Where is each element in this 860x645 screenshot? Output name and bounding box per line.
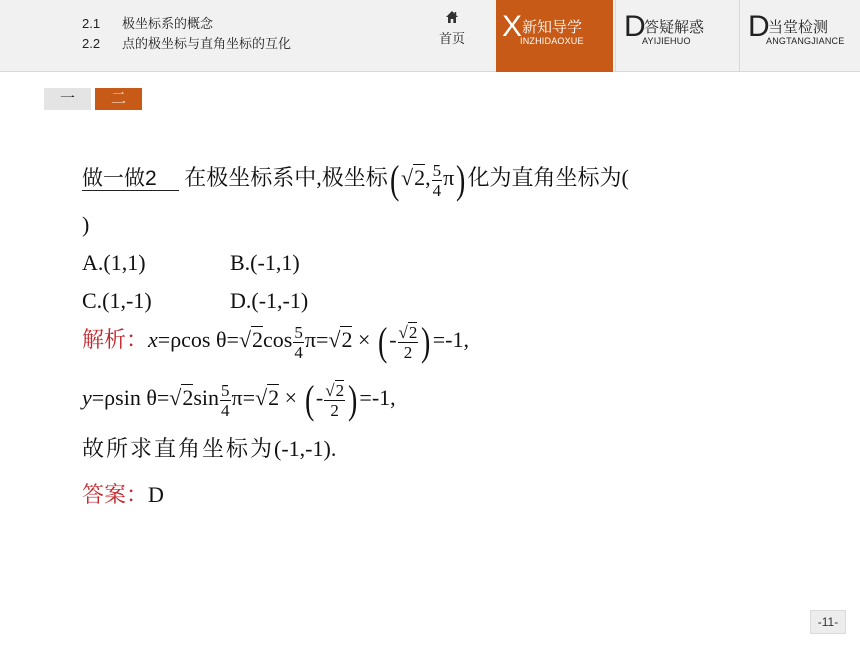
fraction: $\frac{5}{4}$ [432, 160, 442, 200]
solution-line-1: 解析：x=ρcos θ=√2cos $\frac{5}{4}$ π=√2 × (- $\frac{√2}{2}$ )=-1, [82, 319, 469, 364]
tab-divider [615, 0, 616, 72]
right-paren: ) [348, 377, 358, 422]
page-number: -11- [810, 610, 846, 634]
right-paren: ) [456, 157, 466, 202]
option-a: A.(1,1) [82, 250, 146, 275]
sqrt-expr: √2 [238, 327, 264, 353]
sqrt-expr: √2 [398, 322, 418, 342]
tab-pinyin: INZHIDAOXUE [520, 36, 584, 46]
tab-class-test[interactable] [742, 0, 860, 72]
breadcrumb [82, 14, 291, 54]
left-paren: ( [377, 319, 388, 364]
section-tab-one[interactable]: 一 [44, 88, 91, 110]
tab-new-knowledge[interactable] [496, 0, 613, 72]
fraction: $\frac{√2}{2}$ [398, 322, 418, 362]
sqrt-expr: √2 [401, 165, 426, 191]
right-paren: ) [421, 319, 431, 364]
question-close: ) [82, 212, 90, 237]
options-row-2 [82, 288, 308, 314]
solution-label: 解析： [82, 327, 149, 353]
option-d: D.(-1,-1) [230, 288, 309, 313]
answer-label: 答案： [82, 482, 149, 507]
tab-qa[interactable] [618, 0, 736, 72]
breadcrumb-item[interactable]: 2.2 点的极坐标与直角坐标的互化 [82, 36, 292, 51]
question-line: 做一做2 在极坐标系中,极坐标(√2, $\frac{5}{4}$ π)化为直角坐标为( [82, 157, 629, 202]
tab-letter: D [624, 10, 646, 43]
sqrt-expr: √2 [169, 385, 194, 411]
tab-divider [739, 0, 740, 72]
options-row-1 [82, 250, 300, 276]
tab-letter: X [502, 10, 523, 43]
home-icon [445, 10, 459, 24]
tab-label: 当堂检测 [768, 19, 829, 36]
solution-conclusion: 故所求直角坐标为(-1,-1). [82, 436, 337, 461]
tab-pinyin: ANGTANGJIANCE [766, 36, 845, 46]
tab-label: 答疑解惑 [644, 19, 705, 36]
home-label: 首页 [438, 31, 465, 46]
sqrt-expr: √2 [325, 380, 345, 400]
left-paren: ( [389, 157, 400, 202]
section-tab-two[interactable]: 二 [95, 88, 142, 110]
tab-label: 新知导学 [522, 19, 583, 36]
sqrt-expr: √2 [328, 327, 353, 353]
sqrt-expr: √2 [255, 385, 280, 411]
fraction: $\frac{5}{4}$ [294, 322, 303, 362]
fraction: $\frac{√2}{2}$ [325, 380, 345, 420]
solution-line-2: y=ρsin θ=√2sin $\frac{5}{4}$ π=√2 × (- $\frac{√2}{2}$ )=-1, [82, 377, 396, 422]
top-nav-bar [0, 0, 860, 72]
breadcrumb-item[interactable]: 2.1 极坐标系的概念 [82, 16, 214, 31]
answer-line [82, 478, 164, 509]
tab-letter: D [748, 10, 770, 43]
question-title: 做一做2 [82, 167, 179, 191]
fraction: $\frac{5}{4}$ [221, 380, 230, 420]
answer-value: D [148, 482, 164, 507]
option-b: B.(-1,1) [230, 250, 300, 275]
tab-pinyin: AYIJIEHUO [642, 36, 691, 46]
option-c: C.(1,-1) [82, 288, 152, 313]
question-text-before: 在极坐标系中,极坐标 [184, 165, 388, 191]
left-paren: ( [304, 377, 314, 422]
home-button[interactable] [426, 10, 478, 47]
question-text-after: 化为直角坐标为( [467, 165, 629, 191]
